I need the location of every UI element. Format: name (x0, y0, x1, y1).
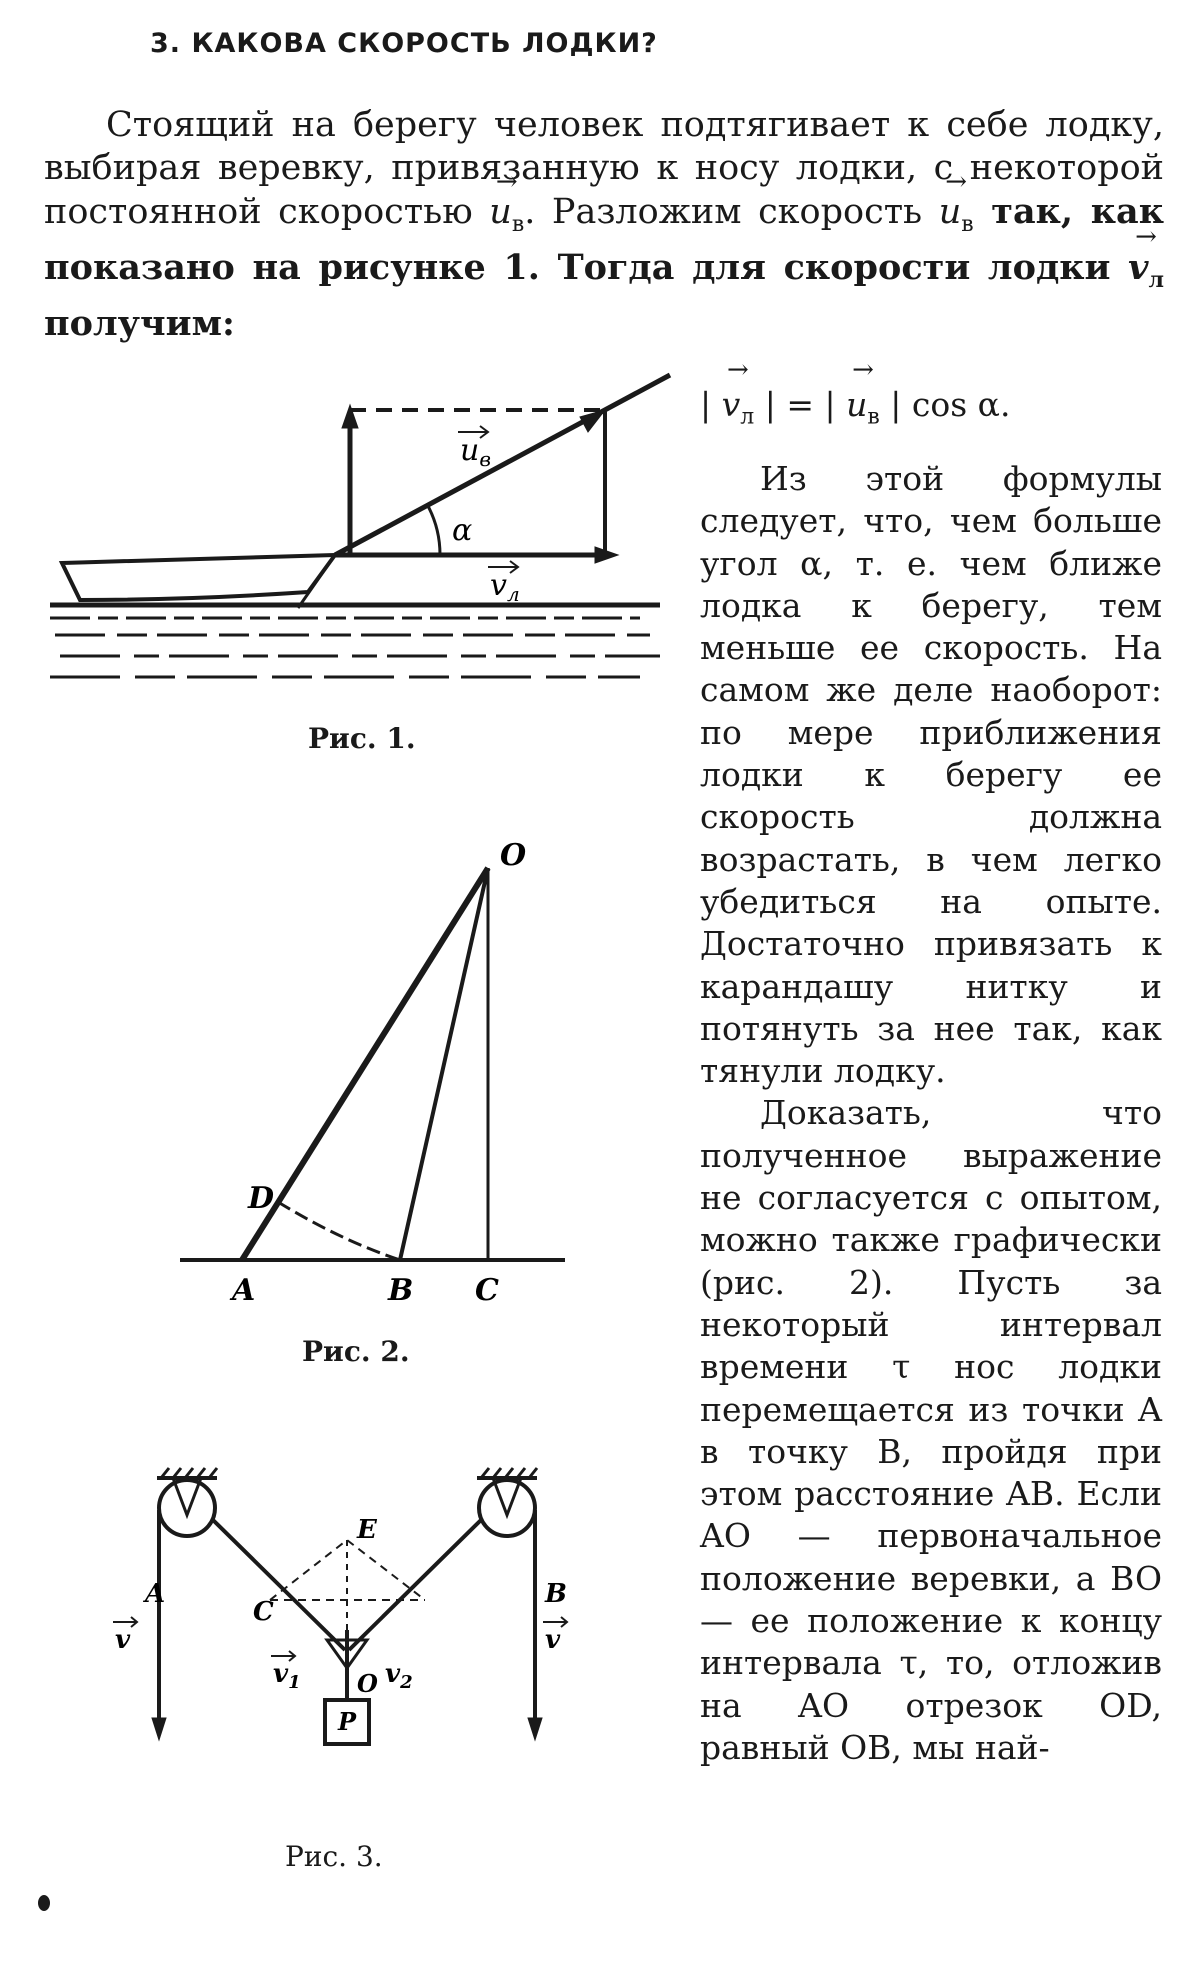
figure-3-caption: Рис. 3. (285, 1840, 383, 1873)
arrowhead-rope (580, 410, 605, 432)
arc-DB (278, 1202, 400, 1260)
angle-arc (428, 506, 440, 555)
label-O: O (500, 838, 527, 873)
label-B: B (545, 1579, 567, 1609)
right-column-text (700, 458, 1162, 1769)
right-arrowhead (528, 1718, 542, 1740)
label-v2: $v_2$ (385, 1659, 413, 1693)
intro-text-2: . Разложим скорость (524, 192, 939, 232)
velocity-formula: | → $v_л$ | = | → $u_в$ | cos α. (700, 385, 1010, 430)
formula-u: → $u_в$ (846, 385, 880, 430)
label-C: C (253, 1597, 274, 1627)
figure-3-pulley-diagram (95, 1460, 615, 1820)
figure-2-geometry-diagram (170, 830, 570, 1310)
intro-paragraph (44, 104, 1164, 346)
left-arrowhead (152, 1718, 166, 1740)
intro-text-4: получим: (44, 303, 235, 344)
label-v-right: v (545, 1625, 561, 1655)
vector-v-symbol: → $v_л$ (1128, 246, 1164, 302)
line-BO (400, 868, 488, 1260)
figure-1-caption: Рис. 1. (308, 722, 416, 755)
label-B: B (388, 1273, 414, 1308)
figure-1-boat-diagram (40, 360, 690, 700)
label-O: O (357, 1669, 378, 1698)
left-slant-rope (213, 1520, 345, 1650)
label-D: D (248, 1181, 275, 1216)
figure-2-caption: Рис. 2. (302, 1335, 410, 1368)
section-heading: 3. КАКОВА СКОРОСТЬ ЛОДКИ? (150, 28, 658, 59)
label-E: E (357, 1515, 377, 1545)
label-C: C (475, 1273, 499, 1308)
formula-v: → $v_л$ (722, 385, 755, 430)
column-paragraph-2: Доказать, что полученное выражение не согласуется с опытом, можно также графически (рис. 2). Пусть за некоторый интервал времени τ нос лодки перемещается из точки A в точку B, пройдя при этом расстояние AB. Если AO — первоначальное положение веревки, а BO — ее положение к концу интервала τ, то, отложив на AO отрезок OD, равный OB, мы най- (700, 1093, 1162, 1767)
label-u: $u_в$ (460, 433, 491, 471)
label-v-left: v (115, 1625, 131, 1655)
left-pulley (159, 1480, 215, 1536)
boat-hull (62, 555, 335, 600)
column-paragraph-1: Из этой формулы следует, что, чем больше угол α, т. е. чем ближе лодка к берегу, тем меньше ее скорость. На самом же деле наоборот: по мере приближения лодки к берегу ее скорость должна возрастать, в чем легко убедиться на опыте. Достаточно привязать к карандашу нитку и потянуть за нее так, как тянули лодку. (700, 459, 1162, 1091)
label-A: A (145, 1579, 166, 1609)
label-v1: $v_1$ (273, 1659, 301, 1693)
label-v: $v_л$ (490, 568, 520, 606)
label-alpha: α (452, 513, 473, 548)
label-A: A (232, 1273, 256, 1308)
intro-text-3: так, как показано на рисунке 1. Тогда для скорости лодки (44, 191, 1164, 288)
right-pulley (479, 1480, 535, 1536)
vector-u-symbol: → $u_в$ (489, 191, 524, 246)
vector-u-symbol-2: → $u_в$ (939, 191, 974, 246)
page-mark (38, 1895, 50, 1911)
intro-text-1: Стоящий на берегу человек подтягивает к себе лодку, выбирая веревку, привязанную к носу лодки, с некоторой постоянной скоростью (44, 105, 1164, 232)
rope-line (335, 375, 670, 555)
label-P: P (338, 1707, 357, 1736)
